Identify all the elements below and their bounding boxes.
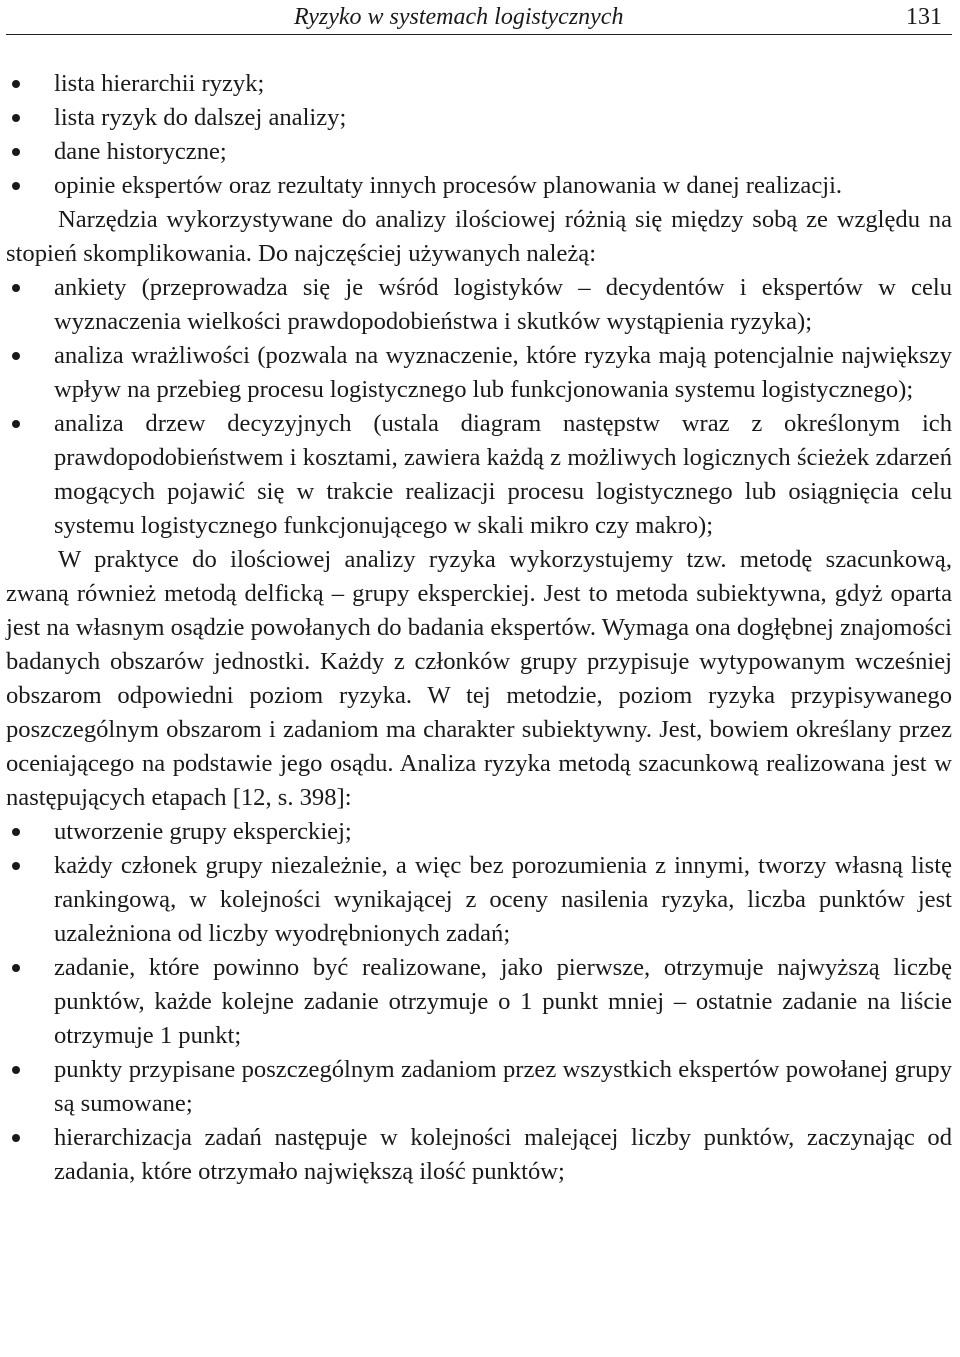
paragraph-tools-intro: Narzędzia wykorzystywane do analizy ilościowej różnią się między sobą ze względu na stopień skomplikowania. Do najczęściej używanych należą: xyxy=(6,206,952,267)
stages-list xyxy=(6,815,952,1189)
list-item: hierarchizacja zadań następuje w kolejności malejącej liczby punktów, zaczynając od zadania, które otrzymało największą ilość punktów; xyxy=(6,1121,952,1189)
tools-list xyxy=(6,271,952,543)
list-item: analiza drzew decyzyjnych (ustala diagram następstw wraz z określonym ich prawdopodobieństwem i kosztami, zawiera każdą z możliwych logicznych ścieżek zdarzeń mogących pojawić się w trakcie realizacji procesu logistycznego lub osiągnięcia celu systemu logistycznego funkcjonującego w skali mikro czy makro); xyxy=(6,407,952,543)
list-item: utworzenie grupy eksperckiej; xyxy=(6,815,952,849)
paragraph-delphi-method: W praktyce do ilościowej analizy ryzyka wykorzystujemy tzw. metodę szacunkową, zwaną również metodą delficką – grupy eksperckiej. Jest to metoda subiektywna, gdyż oparta jest na własnym osądzie powołanych do badania ekspertów. Wymaga ona dogłębnej znajomości badanych obszarów jednostki. Każdy z członków grupy przypisuje wytypowanym wcześniej obszarom odpowiedni poziom ryzyka. W tej metodzie, poziom ryzyka przypisywanego poszczególnym obszarom i zadaniom ma charakter subiektywny. Jest, bowiem określany przez oceniającego na podstawie jego osądu. Analiza ryzyka metodą szacunkową realizowana jest w następujących etapach [12, s. 398]: xyxy=(6,546,952,811)
list-item: analiza wrażliwości (pozwala na wyznaczenie, które ryzyka mają potencjalnie największy wpływ na przebieg procesu logistycznego lub funkcjonowania systemu logistycznego); xyxy=(6,339,952,407)
page-body xyxy=(6,67,952,1189)
list-item: punkty przypisane poszczególnym zadaniom przez wszystkich ekspertów powołanej grupy są sumowane; xyxy=(6,1053,952,1121)
list-item: lista hierarchii ryzyk; xyxy=(6,67,952,101)
list-item: każdy członek grupy niezależnie, a więc bez porozumienia z innymi, tworzy własną listę rankingową, w kolejności wynikającej z oceny nasilenia ryzyka, liczba punktów jest uzależniona od liczby wyodrębnionych zadań; xyxy=(6,849,952,951)
list-item: dane historyczne; xyxy=(6,135,952,169)
list-item: zadanie, które powinno być realizowane, jako pierwsze, otrzymuje najwyższą liczbę punktów, każde kolejne zadanie otrzymuje o 1 punkt mniej – ostatnie zadanie na liście otrzymuje 1 punkt; xyxy=(6,951,952,1053)
list-item: opinie ekspertów oraz rezultaty innych procesów planowania w danej realizacji. xyxy=(6,169,952,203)
list-item: lista ryzyk do dalszej analizy; xyxy=(6,101,952,135)
input-list xyxy=(6,67,952,203)
running-header xyxy=(6,0,952,35)
list-item: ankiety (przeprowadza się je wśród logistyków – decydentów i ekspertów w celu wyznaczenia wielkości prawdopodobieństwa i skutków wystąpienia ryzyka); xyxy=(6,271,952,339)
running-title: Ryzyko w systemach logistycznych xyxy=(294,4,624,30)
page-number: 131 xyxy=(906,4,942,30)
